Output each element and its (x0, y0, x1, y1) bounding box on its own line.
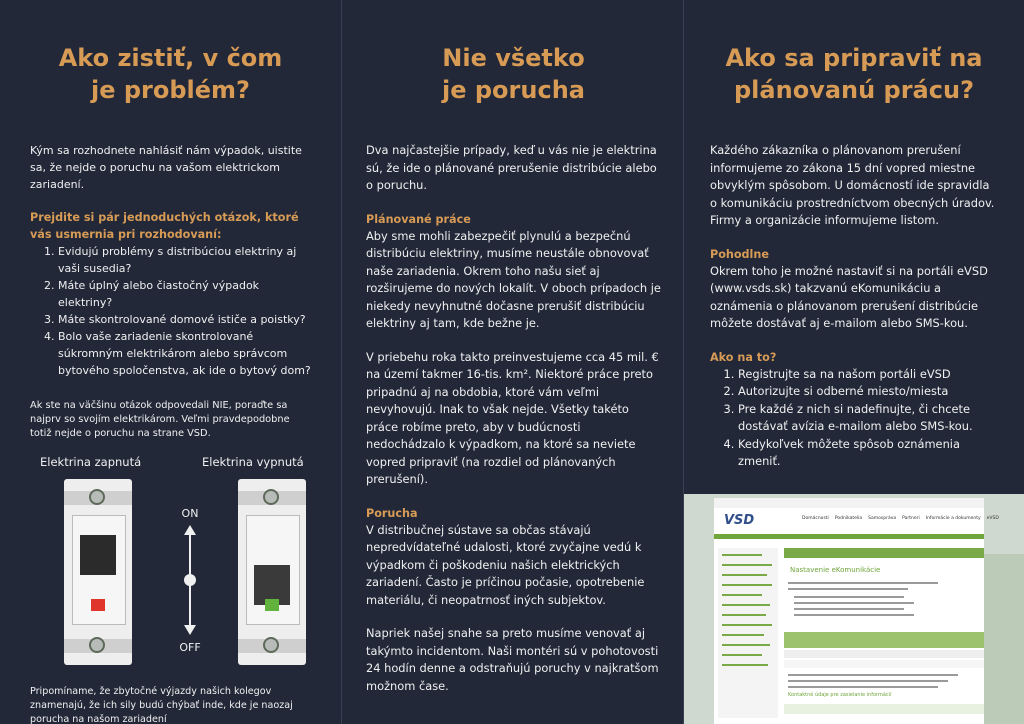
website-nav-item: Informácie a dokumenty (925, 516, 981, 521)
double-arrow-icon (180, 525, 200, 635)
panel2-title (366, 42, 661, 106)
website-nav-item: Samospráva (868, 516, 897, 521)
planned-works-text-1: Aby sme mohli zabezpečiť plynulú a bezpečnú distribúciu elektriny, musíme neustále obnovovať naše zariadenia. Okrem toho našu sieť aj rozširujeme do nových lokalít. V oboch prípadoch je niekedy nevyhnutné dočasne prerušiť distribúciu elektriny aj tam, kde bežne je. (366, 228, 661, 330)
website-nav (802, 516, 999, 521)
fault-heading: Porucha (366, 506, 418, 520)
on-off-arrow (160, 495, 220, 665)
panel-how-to-prepare (683, 0, 1024, 724)
panel1-title-line2: je problém? (91, 76, 250, 104)
panel1-reminder: Pripomíname, že zbytočné výjazdy našich kolegov znamenajú, že ich sily budú chýbať inde, kde je naozaj porucha na našom zariadení (30, 686, 293, 724)
indicator-green (265, 599, 279, 611)
planned-works-heading: Plánované práce (366, 212, 471, 226)
panel1-title-line1: Ako zistiť, v čom (58, 44, 283, 72)
website-nav-item: eVSD (986, 516, 999, 521)
website-screenshot (684, 494, 1024, 724)
list-item: 1. Evidujú problémy s distribúciou elektriny aj vaši susedia? (58, 243, 311, 277)
comfort-text: Okrem toho je možné nastaviť si na portáli eVSD (www.vsds.sk) takzvanú eKomunikáciu a oznámenia o plánovanom prerušení distribúcie môžete dostávať aj e-mailom alebo SMS-kou. (710, 263, 988, 330)
panel-not-everything-is-fault (341, 0, 683, 724)
website-section-heading: Kontaktné údaje pre zasielanie informácií (788, 692, 892, 698)
breaker-lever-up (80, 535, 116, 575)
planned-works-text-2: V priebehu roka takto preinvestujeme cca 45 mil. € na území takmer 16-tis. km². Niektoré práce preto pripadnú aj na obdobia, ktoré vám veľmi nevyhovujú. Inak to však nejde. Všetky takéto práce robíme preto, aby v budúcnosti nedochádzalo k výpadkom, na ktoré sa neviete vopred pripraviť (na rozdiel od plánovaných prerušení). (366, 349, 659, 486)
website-logo: VSD (724, 513, 755, 528)
website-nav-item: Domácnosti (802, 516, 829, 521)
switch-off-label: OFF (179, 641, 201, 654)
howto-heading: Ako na to? (710, 350, 777, 364)
label-power-on: Elektrina zapnutá (40, 455, 142, 469)
comfort-heading: Pohodlne (710, 247, 769, 261)
panel3-intro: Každého zákazníka o plánovanom prerušení informujeme zo zákona 15 dní vopred miestne obvyklým spôsobom. U domácností ide spravidla o komunikáciu prostredníctvom obecných úradov. Firmy a organizácie informujeme listom. (710, 143, 995, 227)
website-screenshot-image (684, 494, 1024, 724)
panel3-title-line1: Ako sa pripraviť na (725, 44, 983, 72)
panel1-intro: Kým sa rozhodnete nahlásiť nám výpadok, uistite sa, že nejde o poruchu na vašom elektrickom zariadení. (30, 144, 302, 191)
howto-steps (710, 366, 998, 471)
list-item: 4. Kedykoľvek môžete spôsob oznámenia zmeniť. (738, 436, 998, 471)
panel1-questions-list (30, 243, 311, 379)
fault-text-1: V distribučnej sústave sa občas stávajú nepredvídateľné udalosti, ktoré zvyčajne vedú k výpadkom či poškodeniu našich elektrických zariadení. Často je príčinou počasie, opotrebenie materiálu, či neopatrnosť iných subjektov. (366, 522, 645, 607)
breaker-illustration (30, 455, 311, 665)
website-nav-item: Podnikatelia (834, 516, 863, 521)
panel1-questions-heading: Prejdite si pár jednoduchých otázok, ktoré vás usmernia pri rozhodovaní: (30, 211, 299, 241)
list-item: 2. Máte úplný alebo čiastočný výpadok elektriny? (58, 277, 311, 311)
panel-how-to-find-problem (0, 0, 341, 724)
panel2-title-line1: Nie všetko (442, 44, 585, 72)
list-item: 2. Autorizujte si odberné miesto/miesta (738, 383, 998, 401)
list-item: 4. Bolo vaše zariadenie skontrolované súkromným elektrikárom alebo správcom bytového spoločenstva, ak ide o bytový dom? (58, 328, 311, 379)
switch-on-label: ON (181, 507, 199, 520)
panel3-title (710, 42, 998, 106)
indicator-red (91, 599, 105, 611)
website-nav-item: Partneri (902, 516, 920, 521)
list-item: 1. Registrujte sa na našom portáli eVSD (738, 366, 998, 384)
panel2-intro: Dva najčastejšie prípady, keď u vás nie je elektrina sú, že ide o plánované prerušenie distribúcie alebo o poruchu. (366, 143, 657, 192)
list-item: 3. Pre každé z nich si nadefinujte, či chcete dostávať avízia e-mailom alebo SMS-kou. (738, 401, 998, 436)
breaker-on (64, 479, 132, 665)
panel1-advice: Ak ste na väčšinu otázok odpovedali NIE, poraďte sa najprv so svojím elektrikárom. Veľmi pravdepodobne totiž nejde o poruchu na strane VSD. (30, 400, 290, 439)
fault-text-2: Napriek našej snahe sa preto musíme venovať aj takýmto incidentom. Naši montéri sú v pohotovosti 24 hodín denne a odstraňujú poruchy v najkratšom možnom čase. (366, 626, 659, 693)
website-page-heading: Nastavenie eKomunikácie (790, 566, 881, 574)
breaker-off (238, 479, 306, 665)
list-item: 3. Máte skontrolované domové ističe a poistky? (58, 311, 311, 328)
panel2-title-line2: je porucha (442, 76, 585, 104)
label-power-off: Elektrina vypnutá (202, 455, 304, 469)
panel1-title (30, 42, 311, 106)
panel3-title-line2: plánovanú prácu? (734, 76, 974, 104)
